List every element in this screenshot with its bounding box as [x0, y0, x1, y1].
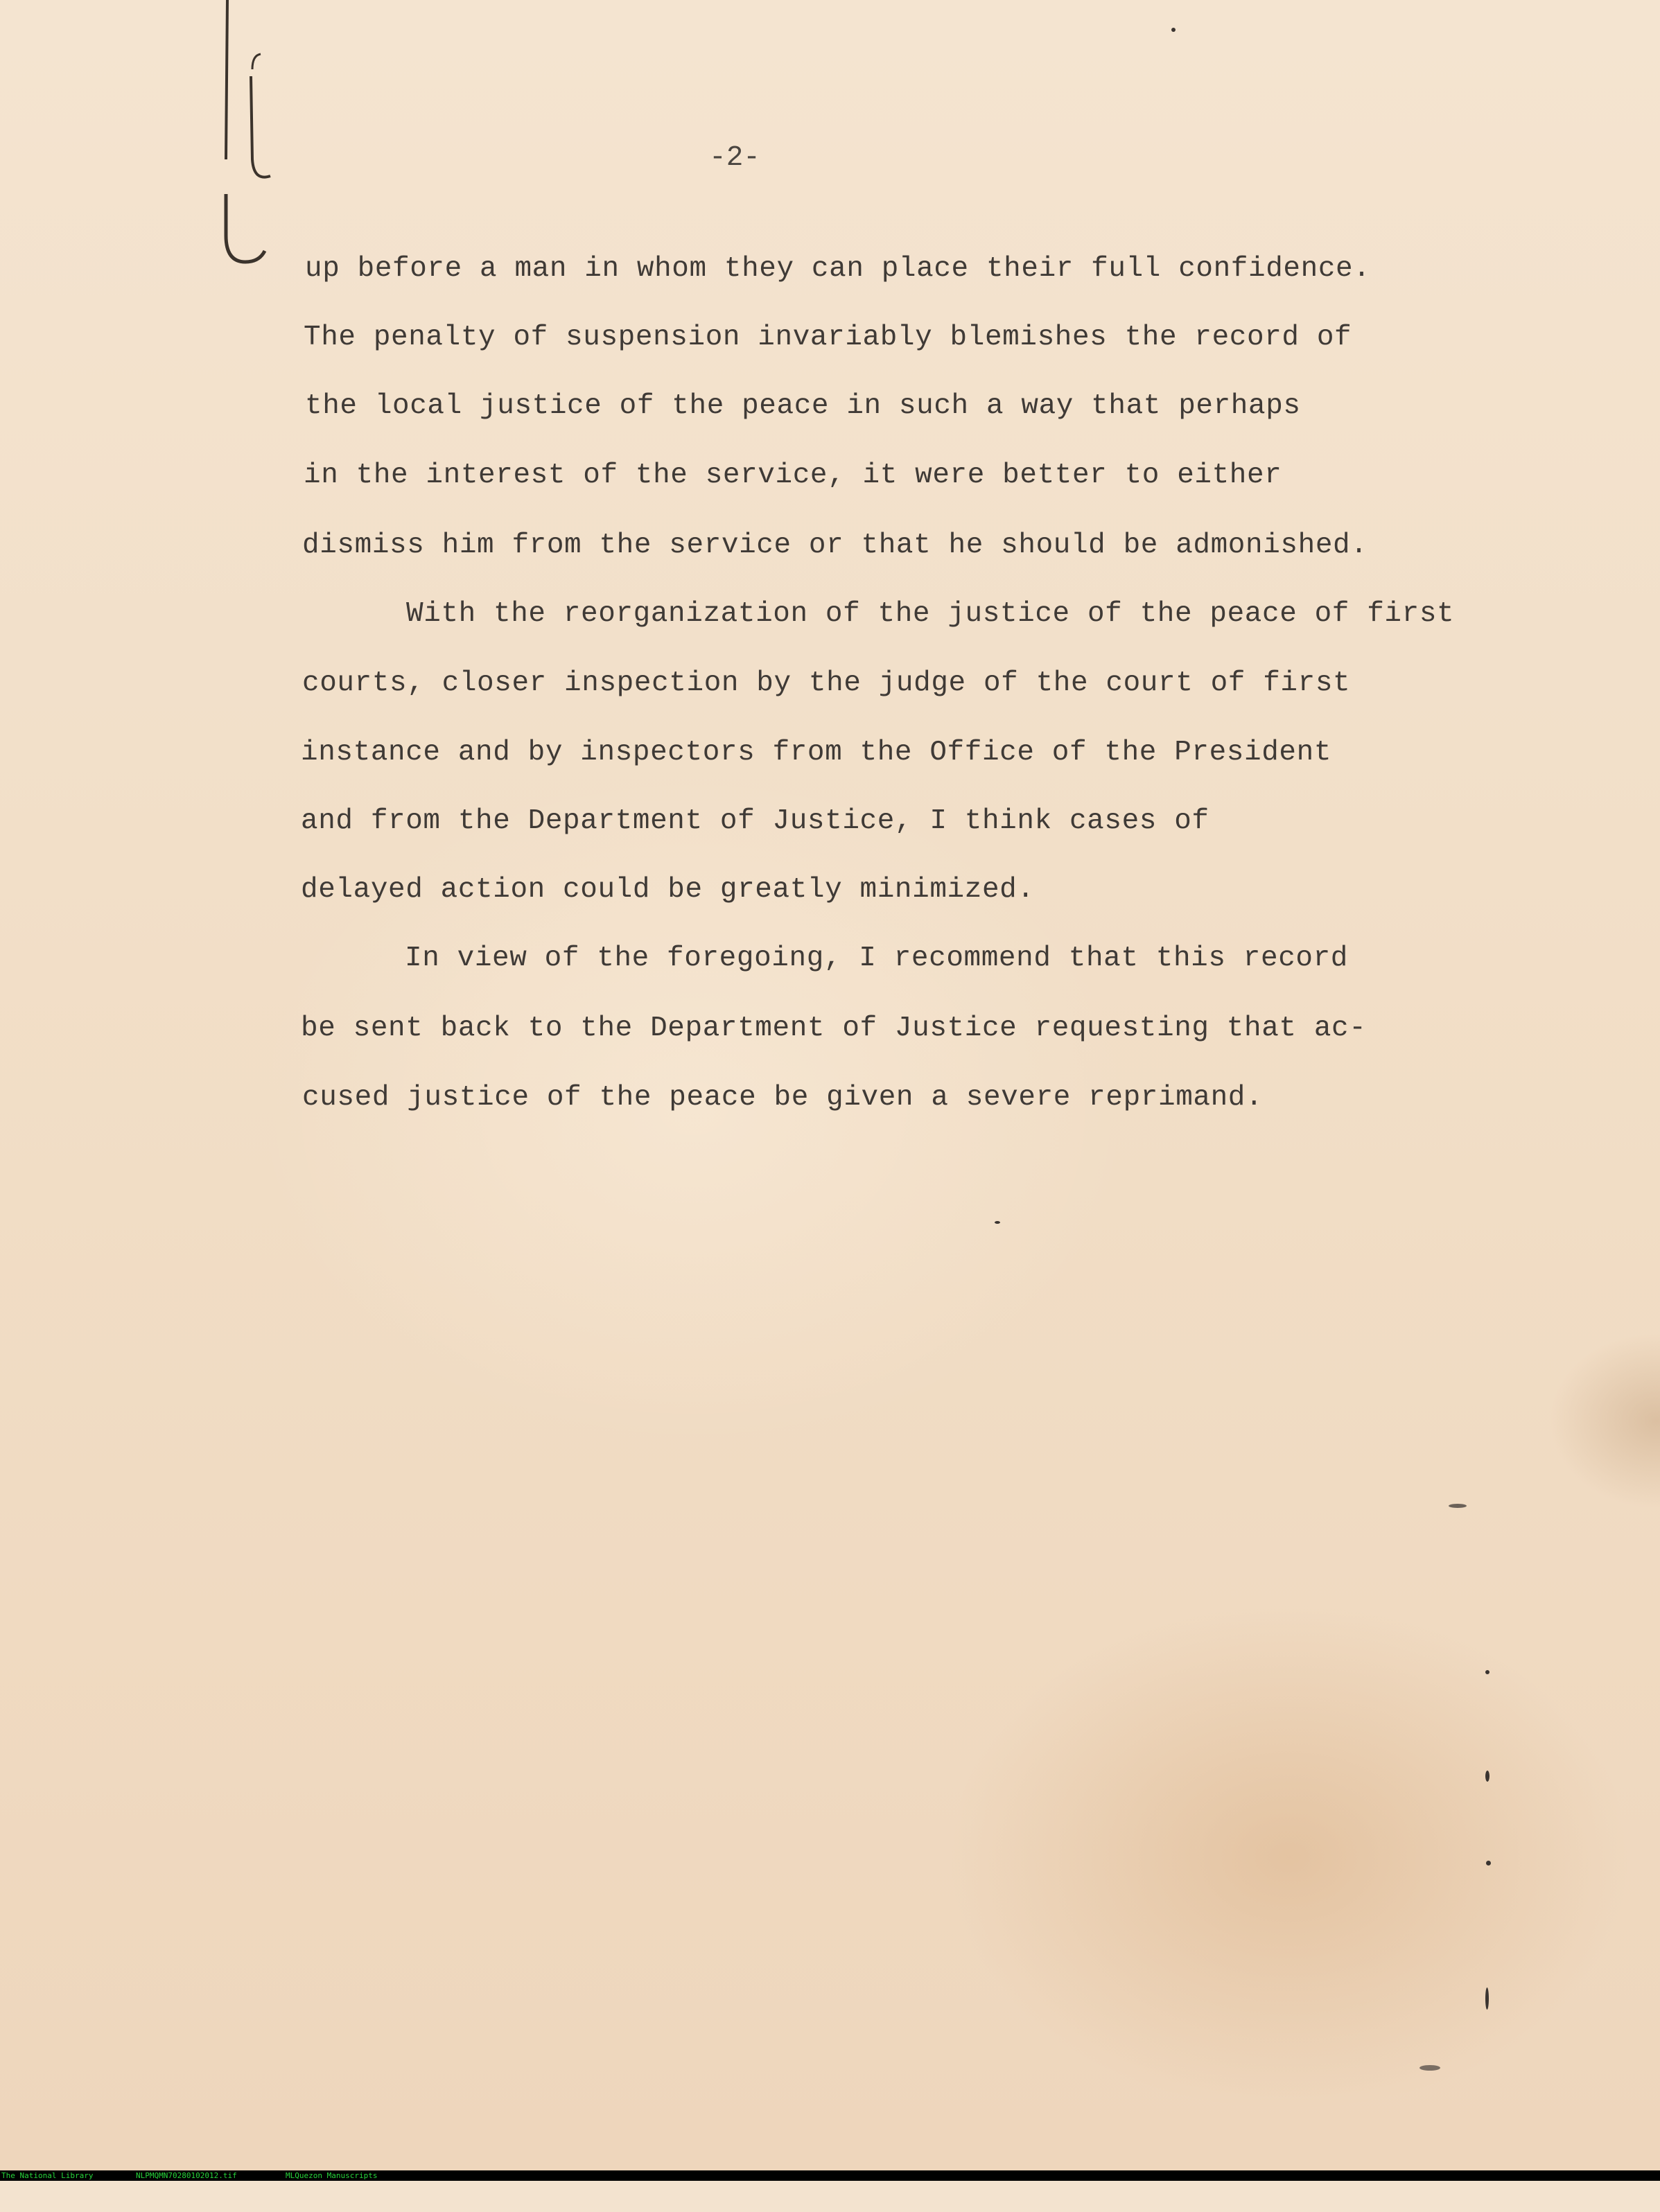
paper-speck — [995, 1221, 1000, 1224]
page-number: -2- — [709, 142, 760, 174]
paper-speck — [1485, 1771, 1489, 1782]
body-line-7: courts, closer inspection by the judge of the court of first — [302, 667, 1351, 699]
scan-footer — [0, 2170, 1660, 2181]
body-line-5: dismiss him from the service or that he should be admonished. — [302, 529, 1368, 561]
body-line-2: The penalty of suspension invariably blemishes the record of — [304, 322, 1352, 353]
paper-speck — [1486, 1861, 1491, 1866]
footer-filename: NLPMQMN70280102012.tif — [136, 2171, 237, 2180]
body-line-10: delayed action could be greatly minimized. — [301, 874, 1035, 906]
footer-library: The National Library — [1, 2171, 94, 2180]
paperclip-icon — [208, 0, 291, 277]
paper-speck — [1171, 28, 1176, 32]
body-line-4: in the interest of the service, it were better to either — [304, 459, 1282, 491]
body-line-1: up before a man in whom they can place their full confidence. — [305, 253, 1371, 285]
body-line-13: cused justice of the peace be given a severe reprimand. — [302, 1082, 1264, 1114]
body-line-9: and from the Department of Justice, I think cases of — [301, 805, 1209, 837]
footer-collection: MLQuezon Manuscripts — [286, 2171, 378, 2180]
body-line-3: the local justice of the peace in such a way that perhaps — [305, 390, 1301, 422]
body-line-6: With the reorganization of the justice of the peace of first — [406, 598, 1455, 630]
paper-speck — [1449, 1504, 1467, 1508]
body-line-11: In view of the foregoing, I recommend that this record — [405, 942, 1349, 974]
body-line-8: instance and by inspectors from the Office of the President — [301, 737, 1332, 769]
paper-speck — [1485, 1987, 1489, 2010]
paper-speck — [1419, 2065, 1440, 2071]
paper-speck — [1485, 1670, 1489, 1674]
body-line-12: be sent back to the Department of Justice requesting that ac- — [301, 1012, 1367, 1044]
